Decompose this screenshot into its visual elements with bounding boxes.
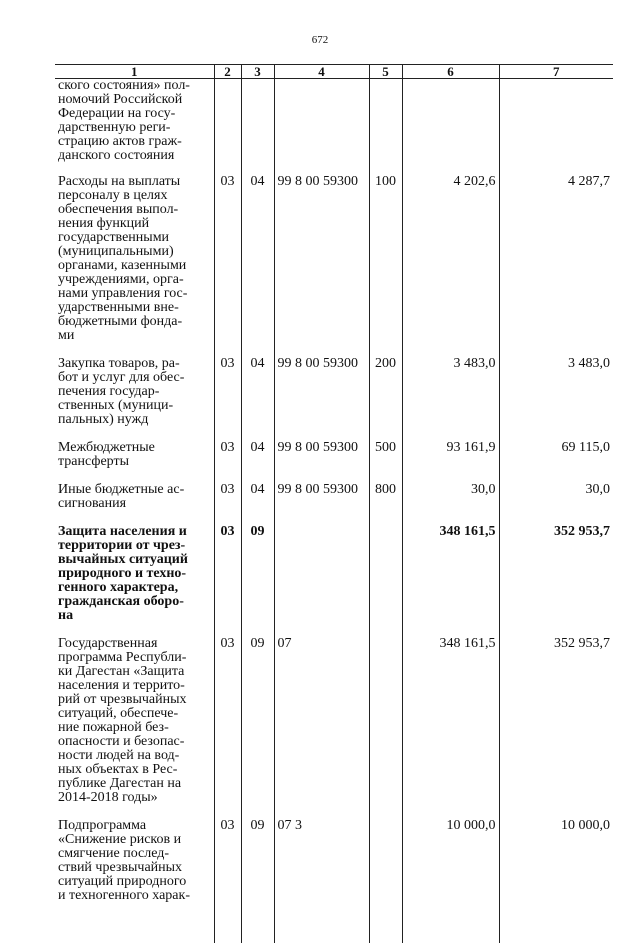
row-name	[55, 637, 214, 805]
amount-year-1: 10 000,0	[402, 819, 499, 903]
row-name-line: «Снижение рисков и	[58, 833, 211, 847]
amount-year-1: 4 202,6	[402, 175, 499, 343]
row-name-line: страцию актов граж-	[58, 135, 211, 149]
amount-year-1: 348 161,5	[402, 637, 499, 805]
row-name-line: пальных) нужд	[58, 413, 211, 427]
row-name-line: персоналу в целях	[58, 189, 211, 203]
subsection-code: 04	[241, 175, 274, 343]
amount-year-2: 10 000,0	[499, 819, 613, 903]
row-spacer	[55, 427, 613, 441]
row-name-line: вычайных ситуаций	[58, 553, 211, 567]
row-name	[55, 483, 214, 511]
row-name-line: природного и техно-	[58, 567, 211, 581]
row-name-line: Федерации на госу-	[58, 107, 211, 121]
target-article-code: 99 8 00 59300	[274, 357, 369, 427]
row-name-line: сигнования	[58, 497, 211, 511]
table-row	[55, 483, 613, 511]
expense-type-code	[369, 637, 402, 805]
row-name-line: 2014-2018 годы»	[58, 791, 211, 805]
row-name-line: на	[58, 609, 211, 623]
row-name-line: Государственная	[58, 637, 211, 651]
row-name-line: ударственными вне-	[58, 301, 211, 315]
header-row	[55, 65, 613, 79]
row-spacer	[55, 623, 613, 637]
amount-year-2: 3 483,0	[499, 357, 613, 427]
row-name-line: Иные бюджетные ас-	[58, 483, 211, 497]
amount-year-2: 352 953,7	[499, 525, 613, 623]
row-name-line: органами, казенными	[58, 259, 211, 273]
amount-year-1: 3 483,0	[402, 357, 499, 427]
row-name-line: опасности и безопас-	[58, 735, 211, 749]
expense-type-code	[369, 819, 402, 903]
expense-type-code: 200	[369, 357, 402, 427]
table-row	[55, 441, 613, 469]
amount-year-1: 348 161,5	[402, 525, 499, 623]
row-name	[55, 175, 214, 343]
expense-type-code: 100	[369, 175, 402, 343]
row-spacer	[55, 903, 613, 943]
row-name-line: ситуаций природного	[58, 875, 211, 889]
row-name-line: и техногенного харак-	[58, 889, 211, 903]
amount-year-1: 93 161,9	[402, 441, 499, 469]
table-row	[55, 819, 613, 903]
section-code: 03	[214, 357, 241, 427]
row-name-line: обеспечения выпол-	[58, 203, 211, 217]
row-name-line: бюджетными фонда-	[58, 315, 211, 329]
row-name-line: нения функций	[58, 217, 211, 231]
row-name-line: ствий чрезвычайных	[58, 861, 211, 875]
row-name-line: государственными	[58, 231, 211, 245]
table-row	[55, 637, 613, 805]
amount-year-2: 4 287,7	[499, 175, 613, 343]
row-name-line: ми	[58, 329, 211, 343]
amount-year-2: 30,0	[499, 483, 613, 511]
page-number: 672	[0, 34, 640, 46]
row-name-line: ского состояния» пол-	[58, 79, 211, 93]
row-name-line: гражданская оборо-	[58, 595, 211, 609]
target-article-code: 99 8 00 59300	[274, 441, 369, 469]
target-article-code: 07 3	[274, 819, 369, 903]
table-row	[55, 79, 613, 164]
amount-year-2: 352 953,7	[499, 637, 613, 805]
subsection-code: 04	[241, 357, 274, 427]
column-header: 4	[274, 65, 369, 79]
row-name-line: генного характера,	[58, 581, 211, 595]
amount-year-1	[402, 79, 499, 164]
subsection-code: 09	[241, 637, 274, 805]
row-name-line: номочий Российской	[58, 93, 211, 107]
row-name-line: ки Дагестан «Защита	[58, 665, 211, 679]
row-name-line: Закупка товаров, ра-	[58, 357, 211, 371]
expense-type-code	[369, 525, 402, 623]
row-name-line: учреждениями, орга-	[58, 273, 211, 287]
amount-year-1: 30,0	[402, 483, 499, 511]
row-name-line: публике Дагестан на	[58, 777, 211, 791]
row-name-line: рий от чрезвычайных	[58, 693, 211, 707]
row-name	[55, 819, 214, 903]
expense-type-code	[369, 79, 402, 164]
row-name-line: смягчение послед-	[58, 847, 211, 861]
subsection-code: 04	[241, 441, 274, 469]
row-name-line: Защита населения и	[58, 525, 211, 539]
subsection-code: 04	[241, 483, 274, 511]
row-name-line: ности людей на вод-	[58, 749, 211, 763]
row-name-line: территории от чрез-	[58, 539, 211, 553]
section-code: 03	[214, 525, 241, 623]
amount-year-2	[499, 79, 613, 164]
row-name-line: бот и услуг для обес-	[58, 371, 211, 385]
table-row	[55, 357, 613, 427]
row-name-line: дарственную реги-	[58, 121, 211, 135]
table-body	[55, 79, 613, 943]
row-name	[55, 441, 214, 469]
section-code: 03	[214, 819, 241, 903]
row-name-line: Подпрограмма	[58, 819, 211, 833]
row-name-line: ситуаций, обеспече-	[58, 707, 211, 721]
section-code	[214, 79, 241, 164]
row-name-line: печения государ-	[58, 385, 211, 399]
column-header: 1	[55, 65, 214, 79]
row-name-line: программа Республи-	[58, 651, 211, 665]
expense-type-code: 500	[369, 441, 402, 469]
target-article-code	[274, 79, 369, 164]
row-name-line: населения и террито-	[58, 679, 211, 693]
row-name-line: ние пожарной без-	[58, 721, 211, 735]
section-code: 03	[214, 441, 241, 469]
row-spacer	[55, 805, 613, 819]
row-spacer	[55, 469, 613, 483]
row-name-line: нами управления гос-	[58, 287, 211, 301]
row-name-line: Расходы на выплаты	[58, 175, 211, 189]
row-name-line: Межбюджетные	[58, 441, 211, 455]
target-article-code: 07	[274, 637, 369, 805]
column-header: 7	[499, 65, 613, 79]
section-code: 03	[214, 483, 241, 511]
subsection-code: 09	[241, 819, 274, 903]
row-spacer	[55, 343, 613, 357]
row-name-line: ных объектах в Рес-	[58, 763, 211, 777]
expense-type-code: 800	[369, 483, 402, 511]
table-row	[55, 175, 613, 343]
row-name	[55, 525, 214, 623]
amount-year-2: 69 115,0	[499, 441, 613, 469]
row-name	[55, 79, 214, 164]
subsection-code: 09	[241, 525, 274, 623]
column-header: 5	[369, 65, 402, 79]
row-spacer	[55, 511, 613, 525]
table-row	[55, 525, 613, 623]
subsection-code	[241, 79, 274, 164]
row-name-line: данского состояния	[58, 149, 211, 163]
row-name	[55, 357, 214, 427]
budget-table	[55, 64, 613, 943]
row-name-line: трансферты	[58, 455, 211, 469]
row-name-line: (муниципальными)	[58, 245, 211, 259]
column-header: 3	[241, 65, 274, 79]
column-header: 6	[402, 65, 499, 79]
section-code: 03	[214, 637, 241, 805]
target-article-code: 99 8 00 59300	[274, 175, 369, 343]
target-article-code: 99 8 00 59300	[274, 483, 369, 511]
row-name-line: ственных (муници-	[58, 399, 211, 413]
section-code: 03	[214, 175, 241, 343]
column-header: 2	[214, 65, 241, 79]
target-article-code	[274, 525, 369, 623]
